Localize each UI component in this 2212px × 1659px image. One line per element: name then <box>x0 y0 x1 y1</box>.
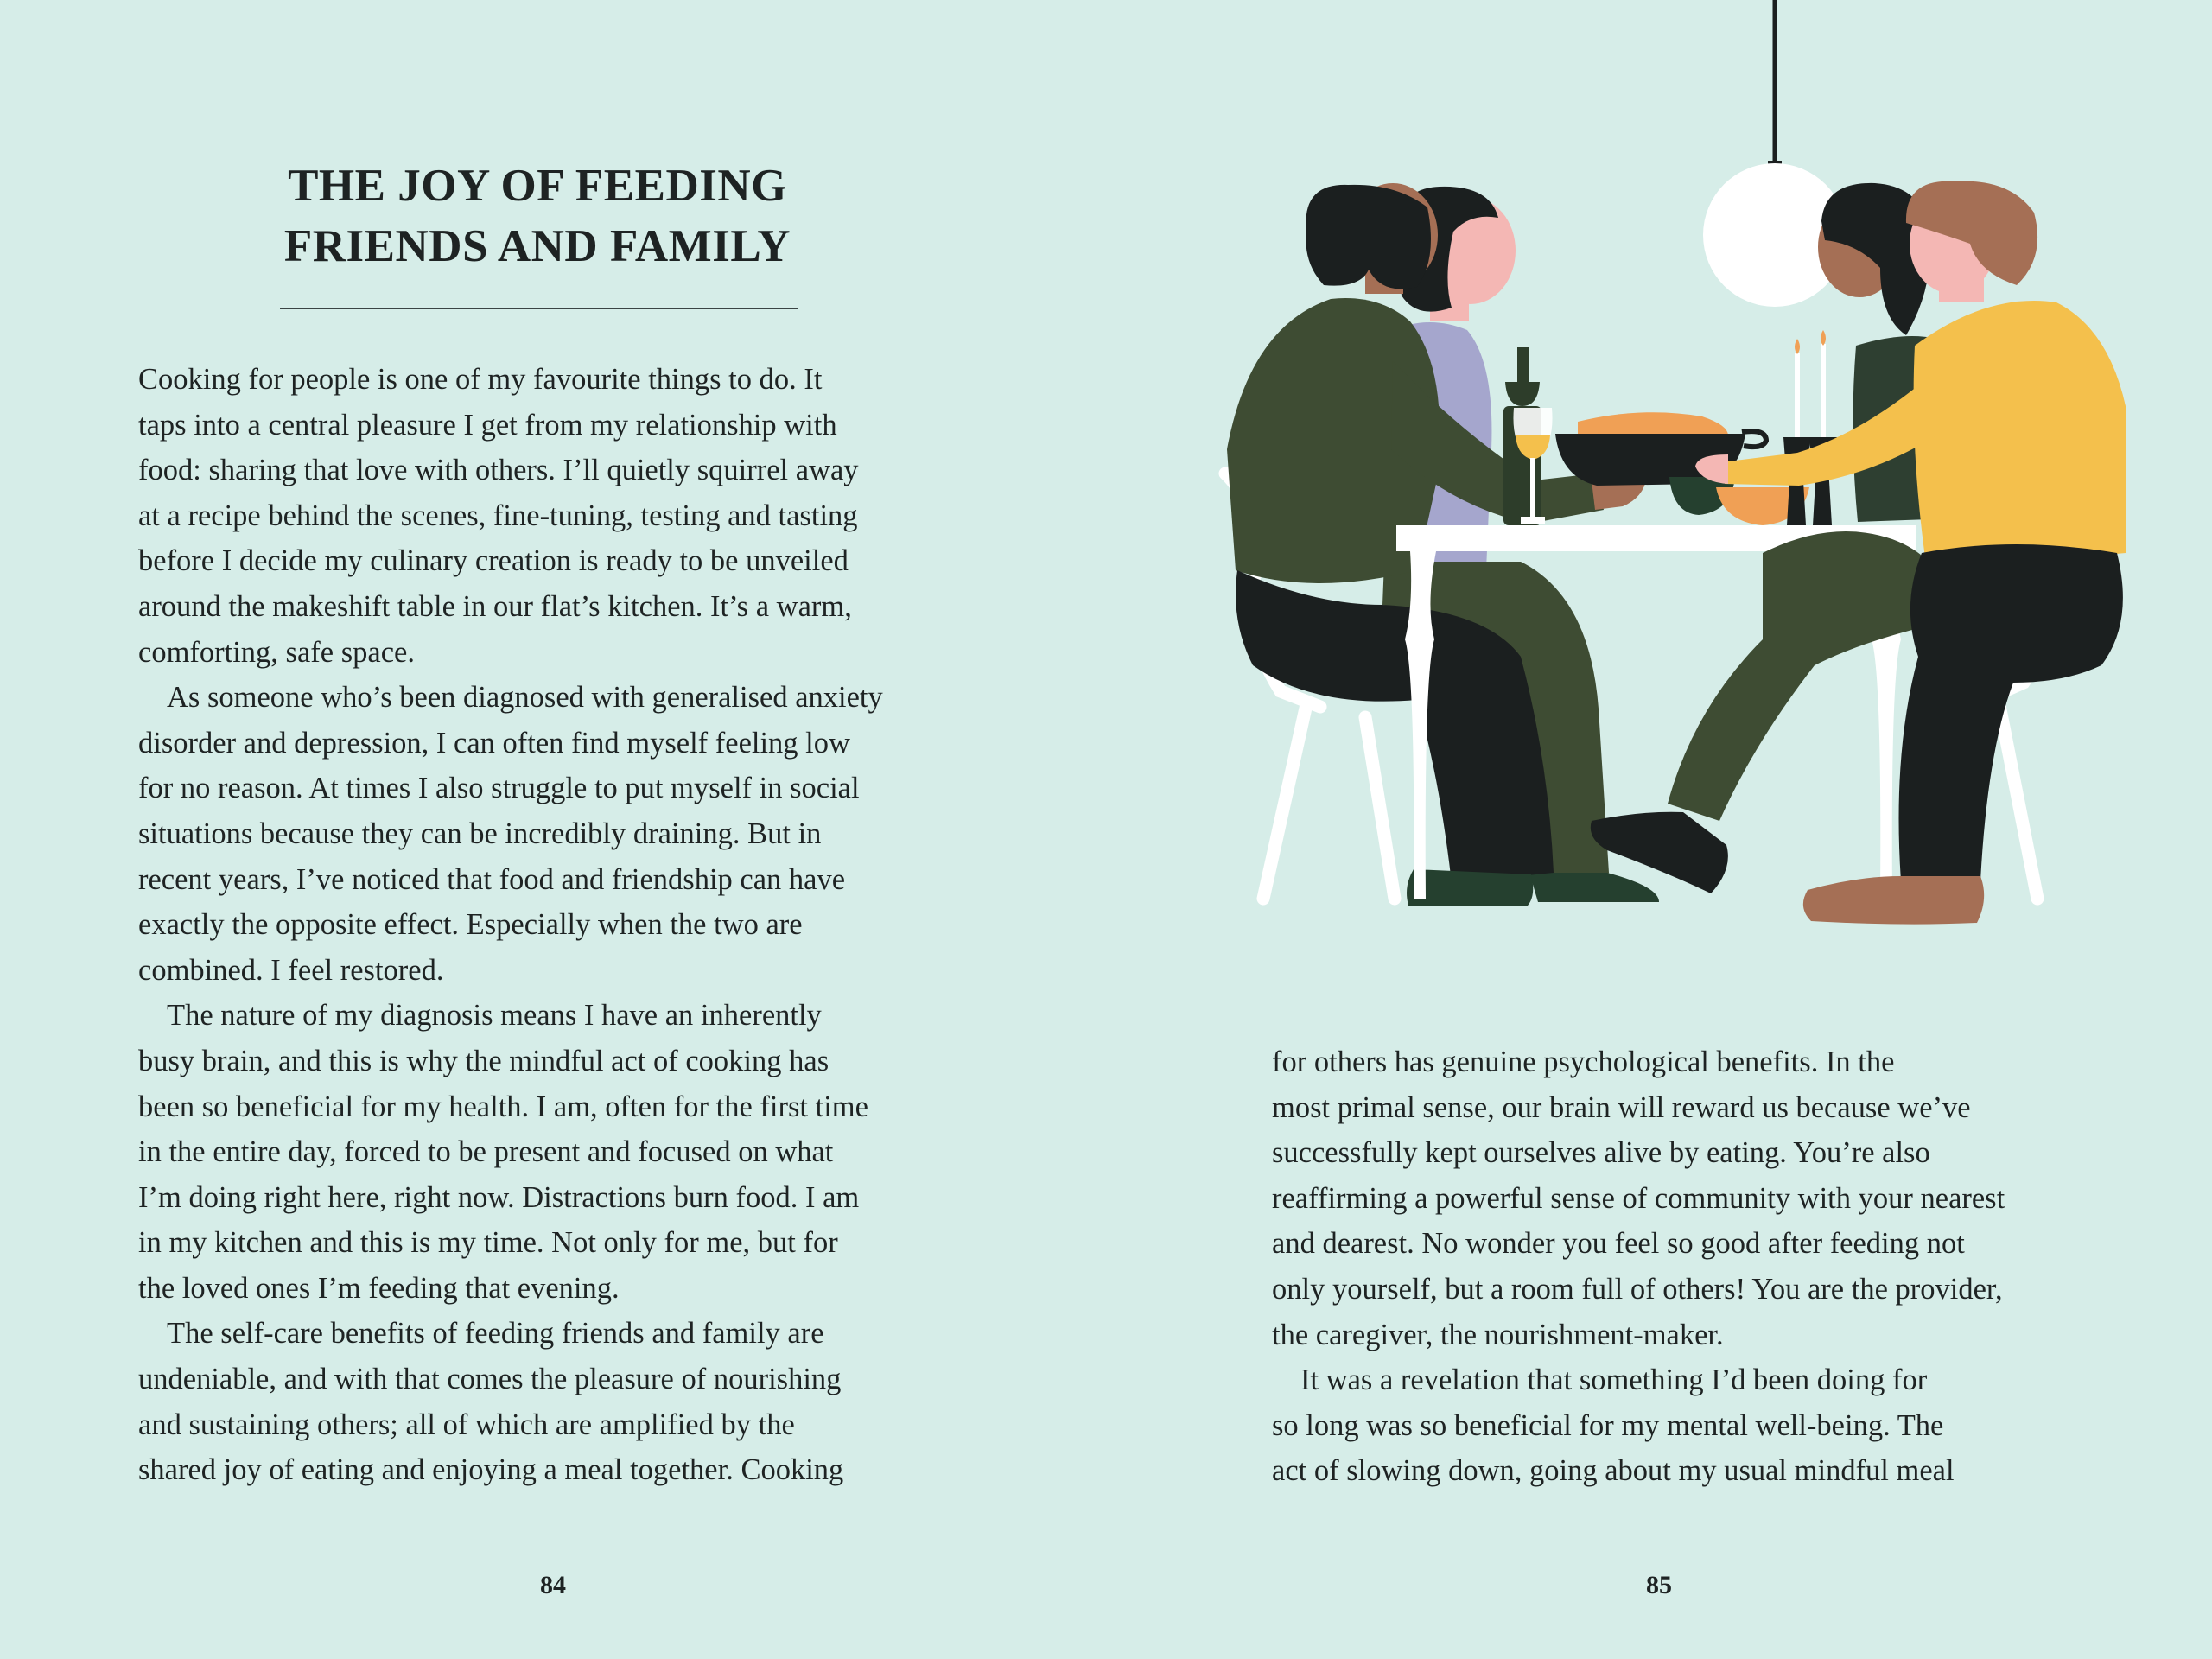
chapter-title <box>278 156 797 276</box>
text-line: and dearest. No wonder you feel so good after feeding not <box>1272 1227 1965 1261</box>
text-line: situations because they can be incredibly draining. But in <box>138 817 822 850</box>
text-line: been so beneficial for my health. I am, often for the first time <box>138 1090 868 1123</box>
title-divider <box>280 308 798 309</box>
text-line: The nature of my diagnosis means I have an inherently <box>167 999 822 1033</box>
text-line: reaffirming a powerful sense of community with your nearest <box>1272 1181 2005 1215</box>
text-line: comforting, safe space. <box>138 635 415 669</box>
text-line: around the makeshift table in our flat’s kitchen. It’s a warm, <box>138 589 852 623</box>
text-line: successfully kept ourselves alive by eating. You’re also <box>1272 1136 1930 1170</box>
text-line: recent years, I’ve noticed that food and friendship can have <box>138 862 846 896</box>
text-line: most primal sense, our brain will reward us because we’ve <box>1272 1090 1971 1124</box>
text-line: It was a revelation that something I’d been doing for <box>1300 1363 1928 1397</box>
right-body-text <box>1272 1039 2005 1494</box>
text-line: for no reason. At times I also struggle to put myself in social <box>138 772 860 805</box>
page-number-right: 85 <box>1646 1571 1672 1599</box>
title-line-1: THE JOY OF FEEDING <box>288 161 787 211</box>
text-line: Cooking for people is one of my favourite things to do. It <box>138 363 823 396</box>
left-body-text <box>138 357 883 1493</box>
text-line: shared joy of eating and enjoying a meal together. Cooking <box>138 1453 844 1487</box>
text-line: food: sharing that love with others. I’ll quietly squirrel away <box>138 454 859 487</box>
text-line: for others has genuine psychological benefits. In the <box>1272 1046 1895 1078</box>
text-line: combined. I feel restored. <box>138 953 444 987</box>
candles <box>1783 330 1837 525</box>
text-line: the loved ones I’m feeding that evening. <box>138 1271 620 1305</box>
text-line: at a recipe behind the scenes, fine-tuning, testing and tasting <box>138 499 858 532</box>
text-line: taps into a central pleasure I get from my relationship with <box>138 408 837 442</box>
text-line: disorder and depression, I can often find myself feeling low <box>138 726 850 760</box>
text-line: As someone who’s been diagnosed with generalised anxiety <box>167 681 883 715</box>
text-line: I’m doing right here, right now. Distractions burn food. I am <box>138 1180 860 1214</box>
dinner-table-illustration <box>1210 0 2143 950</box>
page-number-left: 84 <box>540 1571 566 1599</box>
text-line: in the entire day, forced to be present and focused on what <box>138 1135 834 1169</box>
text-line: The self-care benefits of feeding friends and family are <box>167 1317 824 1351</box>
title-line-2: FRIENDS AND FAMILY <box>283 221 791 271</box>
text-line: act of slowing down, going about my usual mindful meal <box>1272 1454 1955 1488</box>
text-line: before I decide my culinary creation is ready to be unveiled <box>138 544 849 578</box>
text-line: only yourself, but a room full of others! You are the provider, <box>1272 1272 2003 1306</box>
text-line: exactly the opposite effect. Especially when the two are <box>138 908 803 942</box>
text-line: busy brain, and this is why the mindful act of cooking has <box>138 1044 830 1077</box>
text-line: the caregiver, the nourishment-maker. <box>1272 1318 1724 1351</box>
text-line: in my kitchen and this is my time. Not only for me, but for <box>138 1226 838 1260</box>
text-line: undeniable, and with that comes the pleasure of nourishing <box>138 1363 842 1396</box>
text-line: and sustaining others; all of which are amplified by the <box>138 1408 795 1441</box>
text-line: so long was so beneficial for my mental well-being. The <box>1272 1408 1944 1442</box>
